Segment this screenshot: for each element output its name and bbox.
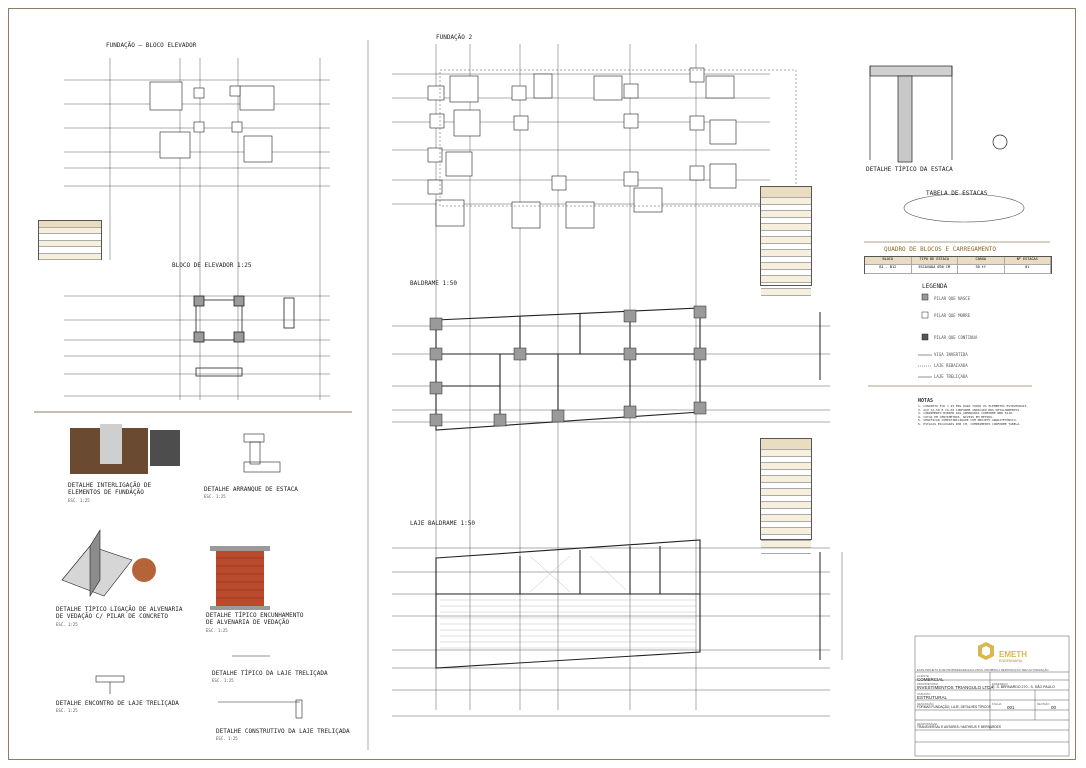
legend-item-3: VIGA INVERTIDA [934, 352, 968, 357]
detail-caption-1: DETALHE ARRANQUE DE ESTACA [204, 486, 298, 493]
field-value-assunto: ESTRUTURAL [917, 695, 948, 700]
field-label-folha: FOLHA [992, 702, 1002, 706]
logo: EMETH [999, 650, 1027, 659]
legend-item-4: LAJE REBAIXADA [934, 363, 968, 368]
field-label-assunto: ASSUNTO [917, 692, 931, 696]
notes-block [918, 398, 1066, 427]
quadro-cell-carga: 30 tf [958, 265, 1005, 273]
title-fundacao-2: FUNDAÇÃO 2 [436, 34, 473, 41]
detail-scale-4: ESC. 1:25 [56, 708, 78, 713]
field-value-revisao: 00 [1051, 705, 1057, 710]
header-note: ESTE PROJETO É DE PROPRIEDADE EXCLUSIVA. PROIBIDA A REPRODUÇÃO SEM AUTORIZAÇÃO. [917, 668, 1050, 672]
title-legenda: LEGENDA [922, 283, 948, 290]
field-value-cliente: COMERCIAL [917, 677, 944, 682]
quadro-cell-tipo: ESCAVADA Ø30 CM [912, 265, 959, 273]
detail-caption-3: DETALHE TÍPICO ENCUNHAMENTO DE ALVENARIA DE VEDAÇÃO [206, 612, 304, 626]
field-label-descricao: DESCRIÇÃO [917, 702, 934, 706]
notes-title: NOTAS [918, 398, 934, 404]
quadro-header-tipo: TIPO DE ESTACA [912, 257, 959, 264]
field-label-endereco: ENDEREÇO [992, 682, 1008, 686]
field-label-proprietario: PROPRIETÁRIO [917, 682, 939, 686]
title-detalhe-tipico: DETALHE TÍPICO DA ESTACA [866, 166, 953, 173]
title-tabela-estacas: TABELA DE ESTACAS [926, 190, 988, 197]
detail-caption-2: DETALHE TÍPICO LIGAÇÃO DE ALVENARIA DE VEDAÇÃO C/ PILAR DE CONCRETO [56, 606, 183, 620]
detail-scale-5: ESC. 1:25 [212, 678, 234, 683]
field-value-responsavel: TRANSVERSAL E ANTARES / MATHEUS F. BERNARDES [917, 725, 1001, 729]
logo-sub: ENGENHARIA [999, 659, 1023, 663]
detail-caption-0: DETALHE INTERLIGAÇÃO DE ELEMENTOS DE FUNDAÇÃO [68, 482, 152, 496]
field-value-proprietario: INVESTIMENTOS TRIANGULO LTDA [917, 685, 994, 690]
field-label-revisao: REVISÃO [1037, 702, 1050, 706]
note-line: 5. VERIFICAR COMPATIBILIDADE COM PROJETO ARQUITETÔNICO. [918, 418, 1018, 423]
title-detalhe-bloco: BLOCO DE ELEVADOR 1:25 [172, 262, 252, 269]
detail-caption-4: DETALHE ENCONTRO DE LAJE TRELIÇADA [56, 700, 179, 707]
quadro-header-estacas: Nº ESTACAS [1005, 257, 1052, 264]
detail-scale-3: ESC. 1:25 [206, 628, 228, 633]
note-line: 4. COTAS EM CENTÍMETROS, NÍVEIS EM METROS. [918, 414, 994, 419]
title-quadro-blocos: QUADRO DE BLOCOS E CARREGAMENTO [884, 246, 996, 253]
field-value-endereco: R. S. BERNARDO 270 - S. SÃO PAULO [992, 685, 1055, 689]
field-label-responsavel: RESPONSÁVEL [917, 722, 938, 726]
title-fundacao-top: FUNDAÇÃO — BLOCO ELEVADOR [106, 42, 197, 49]
detail-caption-5: DETALHE TÍPICO DA LAJE TRELIÇADA [212, 670, 328, 677]
detail-scale-2: ESC. 1:25 [56, 622, 78, 627]
quadro-blocos-table [864, 256, 1052, 274]
field-value-folha: 001 [1007, 705, 1015, 710]
detail-scale-0: ESC. 1:25 [68, 498, 90, 503]
field-label-cliente: CLIENTE [917, 674, 929, 678]
quadro-header-bloco: BLOCO [865, 257, 912, 264]
quadro-cell-estacas: 01 [1005, 265, 1052, 273]
detail-caption-6: DETALHE CONSTRUTIVO DA LAJE TRELIÇADA [216, 728, 350, 735]
field-value-descricao: FORMAS FUNDAÇÃO, LAJE, DETALHES TÍPICOS [917, 705, 991, 709]
legend-item-2: PILAR QUE CONTINUA [934, 335, 978, 340]
title-block [915, 636, 1069, 756]
schedule-table-right-top [760, 186, 812, 286]
detail-scale-1: ESC. 1:25 [204, 494, 226, 499]
title-laje: LAJE BALDRAME 1:50 [410, 520, 476, 527]
quadro-header-carga: CARGA [958, 257, 1005, 264]
legend-item-1: PILAR QUE MORRE [934, 313, 971, 318]
note-line: 1. CONCRETO FCK = 25 MPa PARA TODOS OS ELEMENTOS ESTRUTURAIS. [918, 404, 1029, 408]
note-line: 2. AÇO CA-50 E CA-60 CONFORME INDICADO NOS DETALHAMENTOS. [918, 407, 1021, 412]
legend-item-0: PILAR QUE NASCE [934, 296, 971, 301]
title-baldrame: BALDRAME 1:50 [410, 280, 457, 287]
schedule-table-left [38, 220, 102, 260]
note-line: 6. ESTACAS ESCAVADAS Ø30 CM, COMPRIMENTO CONFORME TABELA. [918, 421, 1021, 426]
legend-item-5: LAJE TRELIÇADA [934, 374, 968, 379]
schedule-table-right-bottom [760, 438, 812, 540]
detail-scale-6: ESC. 1:25 [216, 736, 238, 741]
note-line: 3. COBRIMENTO MÍNIMO DAS ARMADURAS CONFORME NBR 6118. [918, 411, 1014, 416]
quadro-cell-bloco: B1 - B12 [865, 265, 912, 273]
